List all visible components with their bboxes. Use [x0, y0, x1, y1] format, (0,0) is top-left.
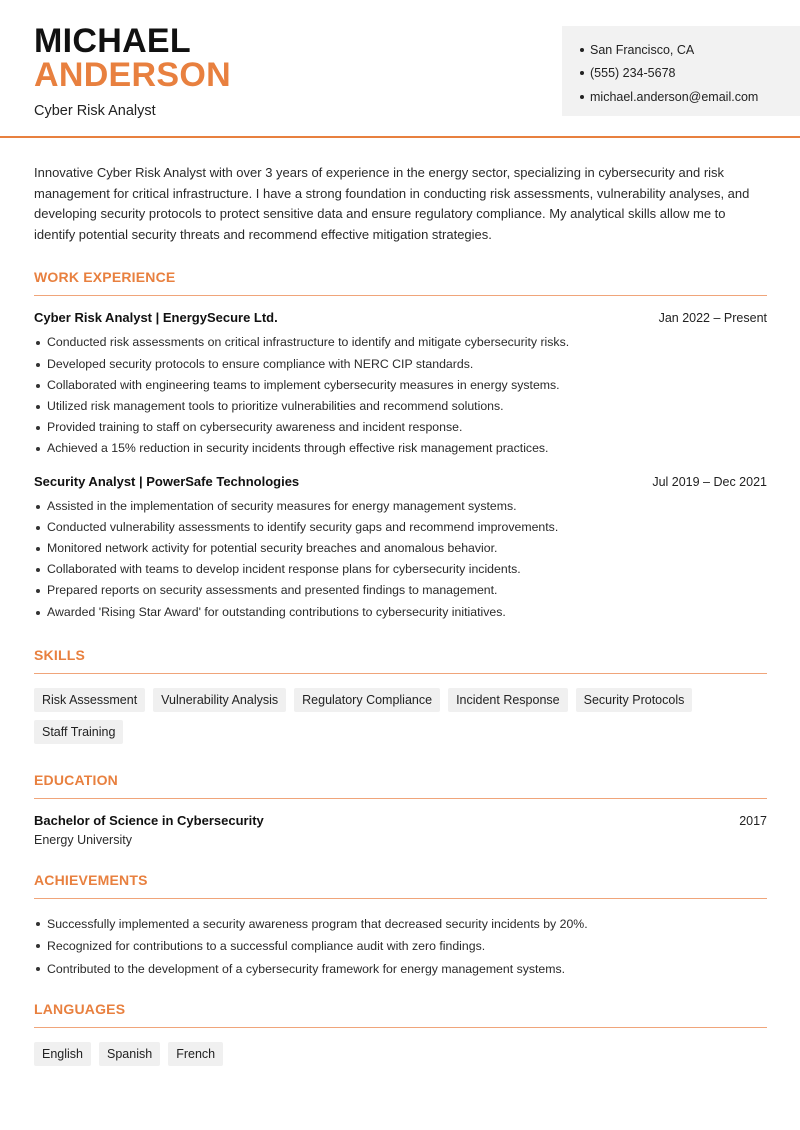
list-item: Assisted in the implementation of security measures for energy management systems. [34, 496, 767, 517]
summary-text: Innovative Cyber Risk Analyst with over 3 years of experience in the energy sector, specializing in cybersecurity and risk management for critical infrastructure. I have a strong foundation in conducting risk assessments, vulnerability analyses, and developing security protocols to protect sensitive data and ensure regulatory compliance. My analytical skills allow me to identify potential security threats and recommend effective mitigation strategies. [34, 165, 750, 242]
job-bullets [34, 496, 767, 623]
school-name: Energy University [34, 832, 132, 847]
skill-tag: Security Protocols [576, 688, 693, 712]
education-section [34, 772, 767, 847]
skill-tag: Staff Training [34, 720, 123, 744]
resume-body [34, 163, 767, 1066]
language-tag: English [34, 1042, 91, 1066]
bullet-icon [580, 48, 584, 52]
skills-section [34, 647, 767, 744]
job-dates: Jul 2019 – Dec 2021 [652, 474, 767, 489]
list-item: Achieved a 15% reduction in security incidents through effective risk management practices. [34, 438, 767, 459]
job-role: Cyber Risk Analyst | EnergySecure Ltd. [34, 310, 278, 326]
job-header [34, 474, 767, 489]
list-item: Prepared reports on security assessments and presented findings to management. [34, 580, 767, 601]
job-header [34, 310, 767, 325]
degree: Bachelor of Science in Cybersecurity [34, 812, 264, 828]
location-text: San Francisco, CA [590, 42, 695, 57]
education-year: 2017 [739, 813, 767, 828]
skills-tags [34, 688, 767, 744]
bullet-icon [580, 95, 584, 99]
education-header [34, 813, 767, 828]
section-title-languages: LANGUAGES [34, 1001, 767, 1028]
first-name: MICHAEL [34, 22, 191, 60]
bullet-icon [580, 71, 584, 75]
skill-tag: Risk Assessment [34, 688, 145, 712]
contact-location [580, 38, 800, 62]
section-title-skills: SKILLS [34, 647, 767, 674]
section-title-work: WORK EXPERIENCE [34, 269, 767, 296]
section-title-achievements: ACHIEVEMENTS [34, 872, 767, 899]
skill-tag: Vulnerability Analysis [153, 688, 286, 712]
list-item: Contributed to the development of a cybersecurity framework for energy management systems. [34, 958, 767, 980]
skill-tag: Incident Response [448, 688, 568, 712]
list-item: Recognized for contributions to a successful compliance audit with zero findings. [34, 935, 767, 957]
languages-section [34, 1001, 767, 1066]
list-item: Monitored network activity for potential security breaches and anomalous behavior. [34, 538, 767, 559]
job-bullets [34, 332, 767, 459]
contact-box [562, 26, 800, 116]
phone-text: (555) 234-5678 [590, 66, 676, 81]
email-text: michael.anderson@email.com [590, 89, 759, 104]
list-item: Utilized risk management tools to prioritize vulnerabilities and recommend solutions. [34, 396, 767, 417]
job-title: Cyber Risk Analyst [34, 103, 156, 119]
list-item: Successfully implemented a security awareness program that decreased security incidents by 20%. [34, 913, 767, 935]
contact-email [580, 85, 800, 109]
achievements-section [34, 872, 767, 980]
list-item: Collaborated with engineering teams to implement cybersecurity measures in energy systems. [34, 375, 767, 396]
job-entry [34, 474, 767, 623]
language-tags [34, 1042, 767, 1066]
list-item: Conducted vulnerability assessments to identify security gaps and recommend improvements. [34, 517, 767, 538]
list-item: Provided training to staff on cybersecurity awareness and incident response. [34, 417, 767, 438]
achievement-bullets [34, 913, 767, 980]
job-entry [34, 310, 767, 459]
work-experience-section [34, 269, 767, 622]
contact-phone [580, 62, 800, 86]
list-item: Developed security protocols to ensure compliance with NERC CIP standards. [34, 354, 767, 375]
list-item: Conducted risk assessments on critical infrastructure to identify and mitigate cybersecurity risks. [34, 332, 767, 353]
language-tag: Spanish [99, 1042, 160, 1066]
resume-header [0, 0, 800, 138]
list-item: Awarded 'Rising Star Award' for outstanding contributions to cybersecurity initiatives. [34, 602, 767, 623]
list-item: Collaborated with teams to develop incident response plans for cybersecurity incidents. [34, 559, 767, 580]
job-role: Security Analyst | PowerSafe Technologies [34, 473, 300, 489]
skill-tag: Regulatory Compliance [294, 688, 440, 712]
job-dates: Jan 2022 – Present [658, 311, 767, 326]
language-tag: French [168, 1042, 223, 1066]
name-block [34, 24, 231, 119]
section-title-education: EDUCATION [34, 772, 767, 799]
last-name: ANDERSON [34, 56, 231, 94]
